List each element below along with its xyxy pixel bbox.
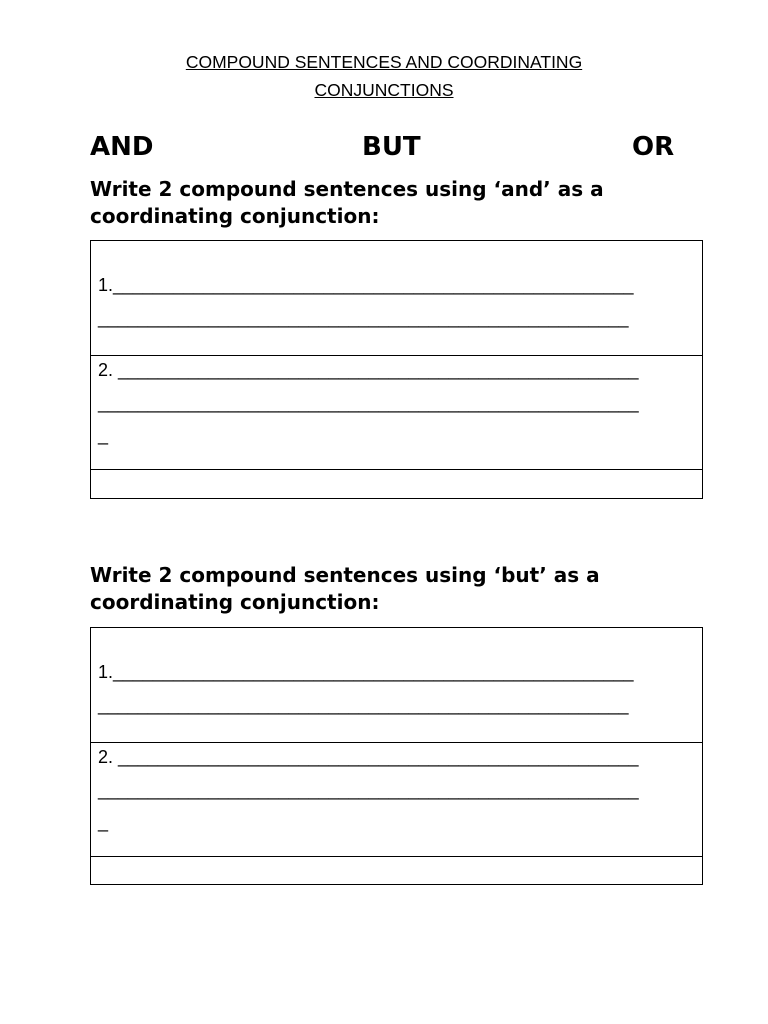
answer-table-but [90, 627, 703, 885]
answer-line: ______________________________________________________ [98, 780, 639, 800]
answer-line: _ [98, 812, 109, 832]
conjunction-and: AND [90, 132, 154, 162]
answer-line: 2. ____________________________________________________ [98, 360, 639, 380]
answer-line: 2. ____________________________________________________ [98, 747, 639, 767]
answer-cell-2[interactable] [91, 356, 702, 470]
page-title-line-2: CONJUNCTIONS [314, 80, 454, 100]
conjunction-but: BUT [362, 132, 421, 162]
empty-cell[interactable] [91, 470, 702, 498]
answer-cell-1[interactable] [91, 241, 702, 356]
answer-cell-2[interactable] [91, 743, 702, 857]
answer-cell-1[interactable] [91, 628, 702, 743]
empty-cell[interactable] [91, 857, 702, 885]
answer-line: ______________________________________________________ [98, 393, 639, 413]
prompt-but: Write 2 compound sentences using ‘but’ as a coordinating conjunction: [90, 563, 600, 614]
answer-line: _ [98, 425, 109, 445]
conjunction-or: OR [632, 132, 675, 162]
page-title-line-1: COMPOUND SENTENCES AND COORDINATING [185, 52, 583, 72]
answer-line: 1.____________________________________________________ [98, 275, 634, 295]
answer-line: 1.____________________________________________________ [98, 662, 634, 682]
answer-table-and [90, 240, 703, 499]
prompt-and: Write 2 compound sentences using ‘and’ as a coordinating conjunction: [90, 177, 604, 228]
answer-line: _____________________________________________________ [98, 695, 629, 715]
answer-line: _____________________________________________________ [98, 308, 629, 328]
